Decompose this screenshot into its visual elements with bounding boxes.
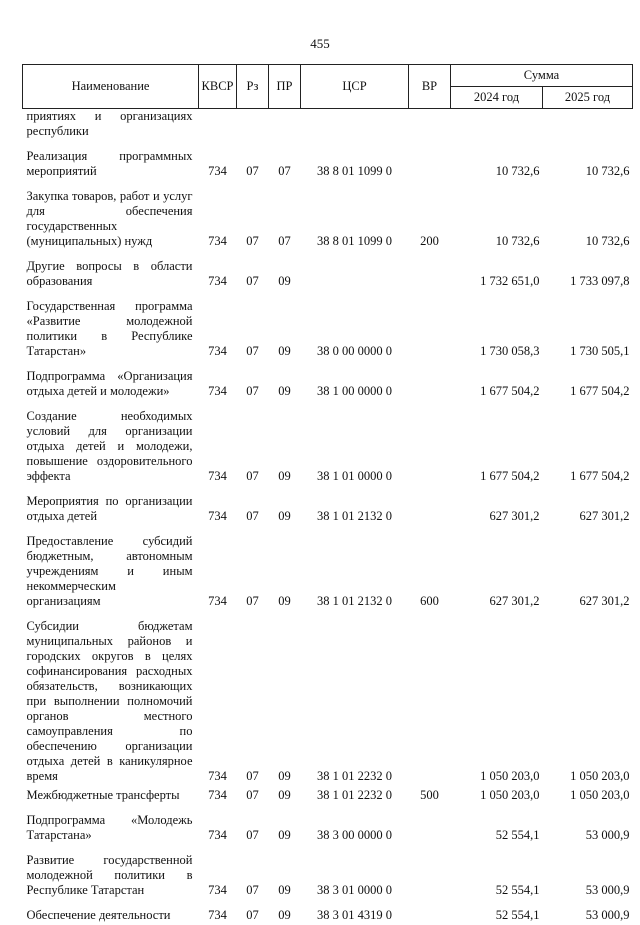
table-row (23, 486, 633, 526)
cell-kvsr: 734 (199, 611, 237, 786)
cell-csr: 38 1 00 0000 0 (301, 361, 409, 401)
cell-sum-2025: 1 677 504,2 (543, 361, 633, 401)
cell-sum-2024: 627 301,2 (451, 486, 543, 526)
cell-kvsr: 734 (199, 361, 237, 401)
cell-csr: 38 1 01 2132 0 (301, 486, 409, 526)
table-row (23, 361, 633, 401)
cell-rz: 07 (237, 361, 269, 401)
cell-pr: 09 (269, 401, 301, 486)
cell-pr: 09 (269, 526, 301, 611)
cell-pr: 09 (269, 361, 301, 401)
header-year-2024: 2024 год (451, 87, 543, 109)
cell-vr (409, 805, 451, 845)
cell-rz: 07 (237, 251, 269, 291)
cell-rz: 07 (237, 845, 269, 900)
cell-csr: 38 1 01 2232 0 (301, 786, 409, 805)
table-row (23, 141, 633, 181)
cell-vr (409, 291, 451, 361)
cell-sum-2025: 10 732,6 (543, 181, 633, 251)
cell-kvsr: 734 (199, 251, 237, 291)
cell-sum-2024: 52 554,1 (451, 845, 543, 900)
cell-pr: 09 (269, 611, 301, 786)
table-row (23, 845, 633, 900)
header-sum: Сумма (451, 65, 633, 87)
cell-name: приятиях и организациях республики (23, 109, 199, 142)
cell-sum-2025: 1 733 097,8 (543, 251, 633, 291)
cell-name: Межбюджетные трансферты (23, 786, 199, 805)
cell-csr: 38 1 01 0000 0 (301, 401, 409, 486)
cell-kvsr: 734 (199, 291, 237, 361)
cell-sum-2024: 1 677 504,2 (451, 361, 543, 401)
cell-sum-2024: 627 301,2 (451, 526, 543, 611)
table-row (23, 181, 633, 251)
cell-csr: 38 3 01 4319 0 (301, 900, 409, 925)
cell-pr (269, 109, 301, 142)
header-vr: ВР (409, 65, 451, 109)
header-pr: ПР (269, 65, 301, 109)
cell-sum-2024: 1 050 203,0 (451, 786, 543, 805)
cell-sum-2025: 53 000,9 (543, 805, 633, 845)
cell-rz: 07 (237, 291, 269, 361)
header-rz: Рз (237, 65, 269, 109)
budget-table (22, 64, 633, 925)
cell-sum-2024: 1 732 651,0 (451, 251, 543, 291)
cell-sum-2025: 1 050 203,0 (543, 786, 633, 805)
cell-rz: 07 (237, 181, 269, 251)
table-body (23, 109, 633, 925)
cell-csr: 38 1 01 2132 0 (301, 526, 409, 611)
cell-name: Обеспечение деятельности (23, 900, 199, 925)
cell-sum-2025: 627 301,2 (543, 526, 633, 611)
cell-sum-2025: 1 050 203,0 (543, 611, 633, 786)
cell-vr (409, 401, 451, 486)
cell-vr (409, 109, 451, 142)
cell-name: Государственная программа «Развитие молодежной политики в Республике Татарстан» (23, 291, 199, 361)
cell-rz: 07 (237, 805, 269, 845)
cell-pr: 09 (269, 786, 301, 805)
cell-vr: 600 (409, 526, 451, 611)
cell-sum-2024: 52 554,1 (451, 900, 543, 925)
table-header (23, 65, 633, 109)
cell-kvsr: 734 (199, 845, 237, 900)
cell-csr: 38 1 01 2232 0 (301, 611, 409, 786)
cell-csr (301, 109, 409, 142)
cell-name: Мероприятия по организации отдыха детей (23, 486, 199, 526)
cell-pr: 07 (269, 181, 301, 251)
header-year-2025: 2025 год (543, 87, 633, 109)
table-row (23, 786, 633, 805)
cell-sum-2024: 1 050 203,0 (451, 611, 543, 786)
cell-vr (409, 361, 451, 401)
table-row (23, 109, 633, 142)
cell-csr: 38 8 01 1099 0 (301, 141, 409, 181)
cell-kvsr: 734 (199, 401, 237, 486)
cell-sum-2025: 1 730 505,1 (543, 291, 633, 361)
table-row (23, 251, 633, 291)
cell-pr: 09 (269, 805, 301, 845)
cell-vr (409, 486, 451, 526)
cell-sum-2025: 53 000,9 (543, 900, 633, 925)
cell-kvsr: 734 (199, 805, 237, 845)
cell-kvsr: 734 (199, 181, 237, 251)
cell-sum-2024: 1 730 058,3 (451, 291, 543, 361)
table-row (23, 611, 633, 786)
cell-pr: 09 (269, 251, 301, 291)
cell-sum-2025: 627 301,2 (543, 486, 633, 526)
cell-name: Субсидии бюджетам муниципальных районов и городских округов в целях софинансирования расходных обязательств, возникающих при выполнении полномочий органов местного самоуправления по обеспечению организации отдыха детей в каникулярное время (23, 611, 199, 786)
cell-csr: 38 3 00 0000 0 (301, 805, 409, 845)
table-row (23, 401, 633, 486)
cell-vr: 500 (409, 786, 451, 805)
cell-vr (409, 251, 451, 291)
cell-vr (409, 611, 451, 786)
cell-sum-2024: 1 677 504,2 (451, 401, 543, 486)
cell-name: Другие вопросы в области образования (23, 251, 199, 291)
cell-sum-2024: 10 732,6 (451, 141, 543, 181)
cell-vr (409, 141, 451, 181)
cell-sum-2025 (543, 109, 633, 142)
table-row (23, 291, 633, 361)
cell-sum-2024: 10 732,6 (451, 181, 543, 251)
cell-vr (409, 900, 451, 925)
cell-kvsr: 734 (199, 900, 237, 925)
cell-rz: 07 (237, 611, 269, 786)
cell-vr: 200 (409, 181, 451, 251)
table-row (23, 805, 633, 845)
cell-rz: 07 (237, 401, 269, 486)
cell-sum-2024: 52 554,1 (451, 805, 543, 845)
cell-pr: 09 (269, 486, 301, 526)
cell-name: Предоставление субсидий бюджетным, автономным учреждениям и иным некоммерческим организациям (23, 526, 199, 611)
cell-name: Создание необходимых условий для организации отдыха детей и молодежи, повышение оздоровительного эффекта (23, 401, 199, 486)
cell-rz: 07 (237, 526, 269, 611)
header-csr: ЦСР (301, 65, 409, 109)
cell-name: Реализация программных мероприятий (23, 141, 199, 181)
cell-kvsr: 734 (199, 141, 237, 181)
cell-rz: 07 (237, 786, 269, 805)
cell-sum-2025: 1 677 504,2 (543, 401, 633, 486)
cell-csr: 38 8 01 1099 0 (301, 181, 409, 251)
cell-rz: 07 (237, 486, 269, 526)
page-number: 455 (0, 36, 640, 52)
cell-pr: 09 (269, 845, 301, 900)
cell-vr (409, 845, 451, 900)
cell-rz: 07 (237, 900, 269, 925)
cell-pr: 09 (269, 291, 301, 361)
cell-name: Развитие государственной молодежной политики в Республике Татарстан (23, 845, 199, 900)
header-kvsr: КВСР (199, 65, 237, 109)
cell-csr: 38 0 00 0000 0 (301, 291, 409, 361)
cell-rz (237, 109, 269, 142)
cell-csr: 38 3 01 0000 0 (301, 845, 409, 900)
cell-sum-2025: 10 732,6 (543, 141, 633, 181)
cell-kvsr: 734 (199, 526, 237, 611)
table-row (23, 526, 633, 611)
header-name: Наименование (23, 65, 199, 109)
cell-sum-2025: 53 000,9 (543, 845, 633, 900)
cell-sum-2024 (451, 109, 543, 142)
cell-csr (301, 251, 409, 291)
cell-name: Подпрограмма «Молодежь Татарстана» (23, 805, 199, 845)
cell-pr: 09 (269, 900, 301, 925)
cell-kvsr: 734 (199, 486, 237, 526)
cell-kvsr (199, 109, 237, 142)
cell-name: Закупка товаров, работ и услуг для обеспечения государственных (муниципальных) нужд (23, 181, 199, 251)
cell-rz: 07 (237, 141, 269, 181)
cell-name: Подпрограмма «Организация отдыха детей и молодежи» (23, 361, 199, 401)
cell-kvsr: 734 (199, 786, 237, 805)
table-row (23, 900, 633, 925)
cell-pr: 07 (269, 141, 301, 181)
